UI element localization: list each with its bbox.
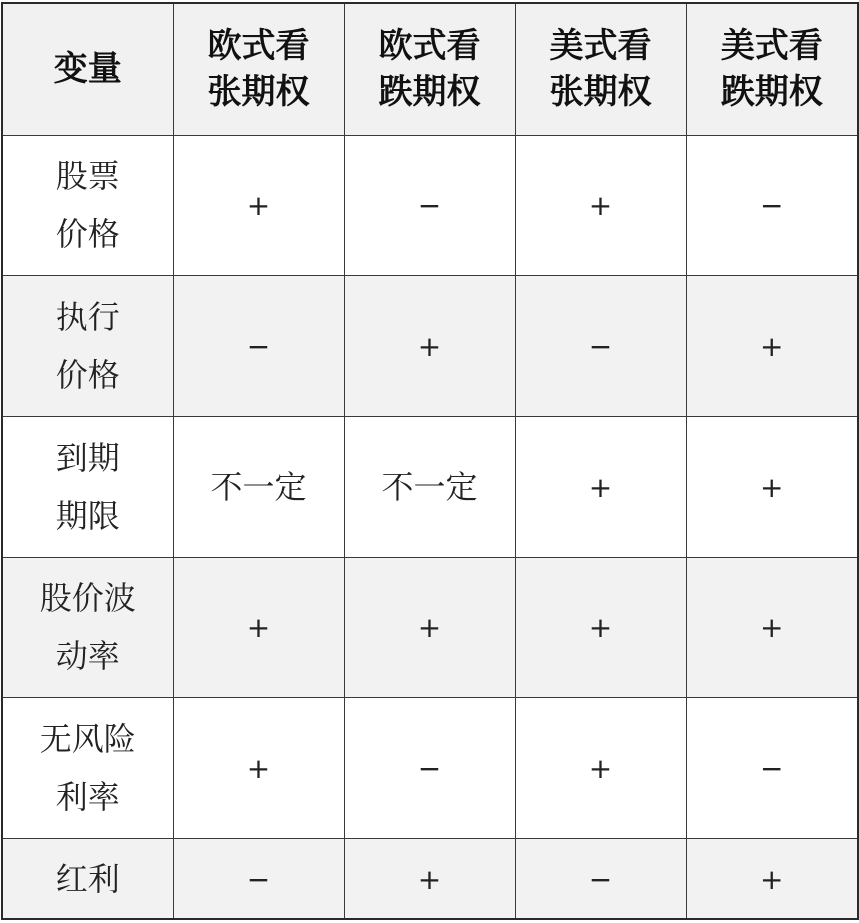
row-label: 执行 价格 bbox=[2, 276, 173, 417]
header-american-call: 美式看 张期权 bbox=[515, 3, 686, 135]
row-label: 股票 价格 bbox=[2, 135, 173, 276]
table-cell: + bbox=[686, 276, 858, 417]
header-european-call: 欧式看 张期权 bbox=[173, 3, 344, 135]
table-row bbox=[2, 276, 858, 417]
header-row bbox=[2, 3, 858, 135]
table-cell: 不一定 bbox=[173, 416, 344, 557]
table-cell: + bbox=[686, 839, 858, 919]
table-cell: − bbox=[173, 276, 344, 417]
table-cell: − bbox=[515, 276, 686, 417]
table-cell: − bbox=[515, 839, 686, 919]
table-cell: − bbox=[686, 698, 858, 839]
table-cell: + bbox=[344, 557, 515, 698]
table-row bbox=[2, 416, 858, 557]
table-cell: 不一定 bbox=[344, 416, 515, 557]
table-header bbox=[2, 3, 858, 135]
table-cell: + bbox=[515, 557, 686, 698]
table-cell: − bbox=[344, 698, 515, 839]
table-cell: + bbox=[173, 135, 344, 276]
table-cell: + bbox=[515, 416, 686, 557]
table-cell: + bbox=[173, 557, 344, 698]
row-label: 无风险 利率 bbox=[2, 698, 173, 839]
header-american-put: 美式看 跌期权 bbox=[686, 3, 858, 135]
table-cell: + bbox=[344, 839, 515, 919]
table-cell: + bbox=[173, 698, 344, 839]
row-label: 到期 期限 bbox=[2, 416, 173, 557]
table-cell: + bbox=[515, 698, 686, 839]
table-cell: + bbox=[686, 557, 858, 698]
row-label: 红利 bbox=[2, 839, 173, 919]
table-cell: + bbox=[344, 276, 515, 417]
table-row bbox=[2, 839, 858, 919]
row-label: 股价波 动率 bbox=[2, 557, 173, 698]
table-cell: + bbox=[515, 135, 686, 276]
table-row bbox=[2, 698, 858, 839]
table-cell: − bbox=[686, 135, 858, 276]
header-european-put: 欧式看 跌期权 bbox=[344, 3, 515, 135]
table-row bbox=[2, 557, 858, 698]
table-cell: − bbox=[173, 839, 344, 919]
table-body bbox=[2, 135, 858, 919]
table-cell: − bbox=[344, 135, 515, 276]
option-sensitivity-table bbox=[1, 2, 859, 920]
table-row bbox=[2, 135, 858, 276]
header-variable: 变量 bbox=[2, 3, 173, 135]
table-cell: + bbox=[686, 416, 858, 557]
